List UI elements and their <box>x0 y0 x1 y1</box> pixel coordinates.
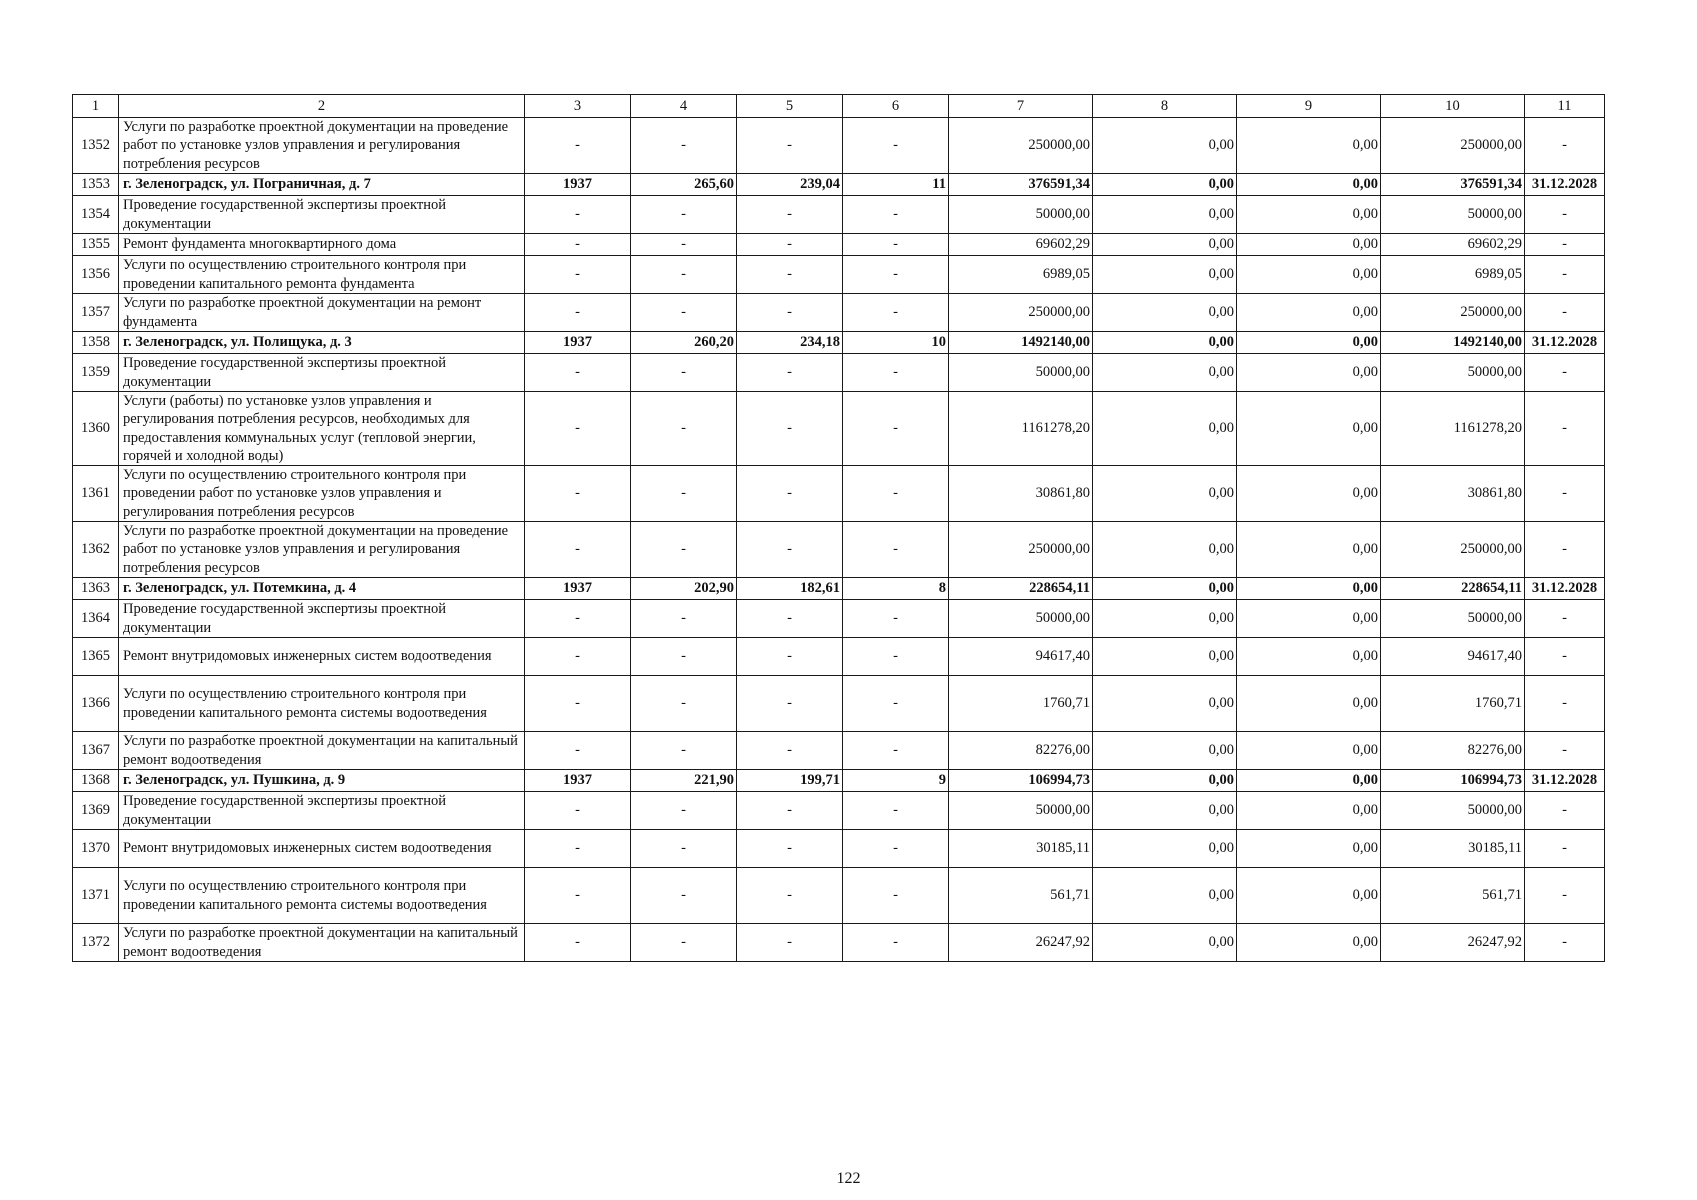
cell-cost-fund: 0,00 <box>1093 770 1237 792</box>
cell-cost-owners: 376591,34 <box>1381 174 1525 196</box>
row-description: Услуги по осуществлению строительного контроля при проведении работ по установке узлов управления и регулирования потребления ресурсов <box>119 466 525 522</box>
cell-cost-total: 250000,00 <box>949 522 1093 578</box>
cell-cost-owners: 69602,29 <box>1381 234 1525 256</box>
cell-year: 1937 <box>525 578 631 600</box>
cell-cost-owners: 50000,00 <box>1381 196 1525 234</box>
cell-cost-total: 250000,00 <box>949 294 1093 332</box>
cell-year: - <box>525 522 631 578</box>
cell-year: - <box>525 868 631 924</box>
cell-area-total: 260,20 <box>631 332 737 354</box>
cell-cost-budget: 0,00 <box>1237 830 1381 868</box>
cell-cost-fund: 0,00 <box>1093 332 1237 354</box>
cell-cost-owners: 106994,73 <box>1381 770 1525 792</box>
row-number: 1359 <box>73 354 119 392</box>
cell-area-total: - <box>631 830 737 868</box>
cell-cost-owners: 561,71 <box>1381 868 1525 924</box>
cell-area-total: - <box>631 868 737 924</box>
cell-cost-owners: 250000,00 <box>1381 294 1525 332</box>
cell-area-total: 265,60 <box>631 174 737 196</box>
cell-area-living: - <box>737 392 843 466</box>
cell-area-total: - <box>631 522 737 578</box>
cell-area-living: - <box>737 118 843 174</box>
cell-cost-owners: 26247,92 <box>1381 924 1525 962</box>
cell-year: 1937 <box>525 174 631 196</box>
address-row <box>73 332 1605 354</box>
cell-cost-fund: 0,00 <box>1093 256 1237 294</box>
cell-deadline: - <box>1525 256 1605 294</box>
cell-cost-budget: 0,00 <box>1237 676 1381 732</box>
cell-year: - <box>525 676 631 732</box>
row-number: 1357 <box>73 294 119 332</box>
cell-year: - <box>525 294 631 332</box>
cell-area-living: 199,71 <box>737 770 843 792</box>
cell-residents: - <box>843 732 949 770</box>
cell-cost-budget: 0,00 <box>1237 522 1381 578</box>
table-row <box>73 676 1605 732</box>
row-number: 1361 <box>73 466 119 522</box>
cell-cost-fund: 0,00 <box>1093 392 1237 466</box>
cell-cost-budget: 0,00 <box>1237 332 1381 354</box>
table-row <box>73 868 1605 924</box>
cell-cost-budget: 0,00 <box>1237 792 1381 830</box>
cell-cost-owners: 30185,11 <box>1381 830 1525 868</box>
cell-residents: - <box>843 118 949 174</box>
column-number-header: 7 <box>949 95 1093 118</box>
cell-cost-budget: 0,00 <box>1237 638 1381 676</box>
table-row <box>73 830 1605 868</box>
row-number: 1370 <box>73 830 119 868</box>
cell-area-living: - <box>737 868 843 924</box>
cell-residents: - <box>843 600 949 638</box>
cell-cost-budget: 0,00 <box>1237 924 1381 962</box>
cell-area-total: - <box>631 732 737 770</box>
cell-cost-budget: 0,00 <box>1237 174 1381 196</box>
table-row <box>73 234 1605 256</box>
cell-deadline: - <box>1525 294 1605 332</box>
row-description: г. Зеленоградск, ул. Потемкина, д. 4 <box>119 578 525 600</box>
column-number-header: 5 <box>737 95 843 118</box>
cell-residents: - <box>843 924 949 962</box>
row-number: 1366 <box>73 676 119 732</box>
row-number: 1369 <box>73 792 119 830</box>
cell-area-living: - <box>737 196 843 234</box>
cell-cost-owners: 50000,00 <box>1381 792 1525 830</box>
cell-area-living: - <box>737 792 843 830</box>
cell-deadline: - <box>1525 522 1605 578</box>
row-number: 1363 <box>73 578 119 600</box>
cell-area-living: - <box>737 600 843 638</box>
cell-year: 1937 <box>525 770 631 792</box>
cell-cost-fund: 0,00 <box>1093 578 1237 600</box>
cell-area-total: - <box>631 792 737 830</box>
cell-area-total: 221,90 <box>631 770 737 792</box>
table-row <box>73 522 1605 578</box>
cell-deadline: - <box>1525 600 1605 638</box>
row-number: 1358 <box>73 332 119 354</box>
cell-residents: - <box>843 234 949 256</box>
row-description: Услуги (работы) по установке узлов управления и регулирования потребления ресурсов, необходимых для предоставления коммунальных услуг (тепловой энергии, горячей и холодной воды) <box>119 392 525 466</box>
cell-residents: - <box>843 792 949 830</box>
cell-cost-fund: 0,00 <box>1093 118 1237 174</box>
cell-area-living: - <box>737 294 843 332</box>
cell-cost-fund: 0,00 <box>1093 868 1237 924</box>
cell-area-living: - <box>737 522 843 578</box>
cell-deadline: - <box>1525 792 1605 830</box>
column-number-header: 9 <box>1237 95 1381 118</box>
cell-cost-total: 82276,00 <box>949 732 1093 770</box>
cell-cost-budget: 0,00 <box>1237 600 1381 638</box>
row-description: Услуги по осуществлению строительного контроля при проведении капитального ремонта фундамента <box>119 256 525 294</box>
row-description: г. Зеленоградск, ул. Полищука, д. 3 <box>119 332 525 354</box>
row-number: 1365 <box>73 638 119 676</box>
cell-cost-fund: 0,00 <box>1093 234 1237 256</box>
cell-area-living: 239,04 <box>737 174 843 196</box>
cell-residents: - <box>843 522 949 578</box>
cell-cost-total: 250000,00 <box>949 118 1093 174</box>
cell-year: - <box>525 234 631 256</box>
table-row <box>73 792 1605 830</box>
row-number: 1354 <box>73 196 119 234</box>
cell-cost-owners: 1161278,20 <box>1381 392 1525 466</box>
cell-cost-fund: 0,00 <box>1093 522 1237 578</box>
cell-cost-budget: 0,00 <box>1237 354 1381 392</box>
cell-year: - <box>525 118 631 174</box>
row-number: 1356 <box>73 256 119 294</box>
column-number-header: 10 <box>1381 95 1525 118</box>
cell-cost-total: 69602,29 <box>949 234 1093 256</box>
cell-residents: 9 <box>843 770 949 792</box>
row-description: Услуги по разработке проектной документации на ремонт фундамента <box>119 294 525 332</box>
address-row <box>73 770 1605 792</box>
row-number: 1364 <box>73 600 119 638</box>
table-row <box>73 600 1605 638</box>
cell-cost-fund: 0,00 <box>1093 792 1237 830</box>
cell-cost-owners: 228654,11 <box>1381 578 1525 600</box>
cell-cost-owners: 6989,05 <box>1381 256 1525 294</box>
cell-area-living: - <box>737 830 843 868</box>
row-number: 1368 <box>73 770 119 792</box>
cell-deadline: 31.12.2028 <box>1525 770 1605 792</box>
cell-cost-owners: 250000,00 <box>1381 118 1525 174</box>
cell-area-total: - <box>631 354 737 392</box>
cell-cost-budget: 0,00 <box>1237 392 1381 466</box>
cell-area-living: - <box>737 256 843 294</box>
table-row <box>73 924 1605 962</box>
cell-cost-fund: 0,00 <box>1093 174 1237 196</box>
cell-cost-budget: 0,00 <box>1237 196 1381 234</box>
cell-area-total: - <box>631 600 737 638</box>
address-row <box>73 174 1605 196</box>
cell-cost-budget: 0,00 <box>1237 578 1381 600</box>
cell-deadline: - <box>1525 118 1605 174</box>
row-description: Услуги по разработке проектной документации на проведение работ по установке узлов управления и регулирования потребления ресурсов <box>119 118 525 174</box>
cell-area-living: - <box>737 924 843 962</box>
cell-cost-owners: 1760,71 <box>1381 676 1525 732</box>
cell-cost-fund: 0,00 <box>1093 600 1237 638</box>
row-number: 1371 <box>73 868 119 924</box>
cell-area-total: - <box>631 638 737 676</box>
cell-year: - <box>525 466 631 522</box>
cell-residents: - <box>843 830 949 868</box>
cell-cost-owners: 50000,00 <box>1381 600 1525 638</box>
table-row <box>73 392 1605 466</box>
cell-cost-fund: 0,00 <box>1093 466 1237 522</box>
cell-cost-budget: 0,00 <box>1237 770 1381 792</box>
cell-year: - <box>525 196 631 234</box>
cell-cost-fund: 0,00 <box>1093 294 1237 332</box>
cell-cost-fund: 0,00 <box>1093 732 1237 770</box>
cell-area-total: - <box>631 234 737 256</box>
column-number-header: 4 <box>631 95 737 118</box>
cell-residents: - <box>843 676 949 732</box>
row-description: Проведение государственной экспертизы проектной документации <box>119 196 525 234</box>
cell-cost-budget: 0,00 <box>1237 294 1381 332</box>
row-number: 1362 <box>73 522 119 578</box>
cell-cost-budget: 0,00 <box>1237 256 1381 294</box>
cell-residents: - <box>843 466 949 522</box>
table-row <box>73 196 1605 234</box>
table-row <box>73 732 1605 770</box>
cell-cost-total: 1760,71 <box>949 676 1093 732</box>
cell-cost-owners: 82276,00 <box>1381 732 1525 770</box>
cell-area-total: - <box>631 392 737 466</box>
repair-plan-table <box>72 94 1605 962</box>
cell-area-total: 202,90 <box>631 578 737 600</box>
cell-deadline: 31.12.2028 <box>1525 332 1605 354</box>
row-number: 1360 <box>73 392 119 466</box>
cell-year: - <box>525 732 631 770</box>
cell-cost-total: 50000,00 <box>949 354 1093 392</box>
cell-deadline: - <box>1525 676 1605 732</box>
cell-area-total: - <box>631 196 737 234</box>
cell-area-living: - <box>737 638 843 676</box>
cell-area-total: - <box>631 466 737 522</box>
cell-cost-total: 50000,00 <box>949 792 1093 830</box>
cell-deadline: - <box>1525 868 1605 924</box>
cell-cost-owners: 50000,00 <box>1381 354 1525 392</box>
table-row <box>73 466 1605 522</box>
address-row <box>73 578 1605 600</box>
cell-area-living: - <box>737 466 843 522</box>
cell-residents: - <box>843 354 949 392</box>
table-row <box>73 354 1605 392</box>
row-description: г. Зеленоградск, ул. Пограничная, д. 7 <box>119 174 525 196</box>
column-number-header: 3 <box>525 95 631 118</box>
cell-deadline: - <box>1525 392 1605 466</box>
row-description: Услуги по осуществлению строительного контроля при проведении капитального ремонта системы водоотведения <box>119 868 525 924</box>
cell-year: - <box>525 638 631 676</box>
cell-cost-owners: 1492140,00 <box>1381 332 1525 354</box>
cell-residents: - <box>843 638 949 676</box>
cell-area-living: - <box>737 234 843 256</box>
cell-cost-total: 106994,73 <box>949 770 1093 792</box>
cell-cost-budget: 0,00 <box>1237 118 1381 174</box>
cell-deadline: - <box>1525 354 1605 392</box>
cell-cost-budget: 0,00 <box>1237 868 1381 924</box>
row-number: 1367 <box>73 732 119 770</box>
cell-deadline: 31.12.2028 <box>1525 174 1605 196</box>
cell-area-living: 234,18 <box>737 332 843 354</box>
row-description: г. Зеленоградск, ул. Пушкина, д. 9 <box>119 770 525 792</box>
cell-deadline: - <box>1525 830 1605 868</box>
row-number: 1352 <box>73 118 119 174</box>
cell-cost-fund: 0,00 <box>1093 638 1237 676</box>
cell-cost-owners: 94617,40 <box>1381 638 1525 676</box>
cell-cost-total: 1492140,00 <box>949 332 1093 354</box>
cell-year: - <box>525 600 631 638</box>
row-number: 1353 <box>73 174 119 196</box>
column-number-header: 2 <box>119 95 525 118</box>
table-row <box>73 294 1605 332</box>
column-number-header: 8 <box>1093 95 1237 118</box>
cell-cost-fund: 0,00 <box>1093 354 1237 392</box>
row-description: Ремонт внутридомовых инженерных систем водоотведения <box>119 830 525 868</box>
cell-area-total: - <box>631 676 737 732</box>
cell-cost-fund: 0,00 <box>1093 196 1237 234</box>
cell-residents: - <box>843 256 949 294</box>
row-description: Проведение государственной экспертизы проектной документации <box>119 354 525 392</box>
table-row <box>73 638 1605 676</box>
cell-cost-total: 228654,11 <box>949 578 1093 600</box>
cell-cost-fund: 0,00 <box>1093 676 1237 732</box>
cell-cost-owners: 250000,00 <box>1381 522 1525 578</box>
cell-residents: - <box>843 392 949 466</box>
cell-cost-fund: 0,00 <box>1093 924 1237 962</box>
cell-year: 1937 <box>525 332 631 354</box>
cell-area-total: - <box>631 294 737 332</box>
cell-deadline: 31.12.2028 <box>1525 578 1605 600</box>
row-description: Услуги по осуществлению строительного контроля при проведении капитального ремонта системы водоотведения <box>119 676 525 732</box>
cell-residents: 8 <box>843 578 949 600</box>
cell-cost-total: 6989,05 <box>949 256 1093 294</box>
cell-residents: 11 <box>843 174 949 196</box>
column-number-header: 1 <box>73 95 119 118</box>
cell-cost-total: 561,71 <box>949 868 1093 924</box>
row-description: Ремонт внутридомовых инженерных систем водоотведения <box>119 638 525 676</box>
cell-area-total: - <box>631 256 737 294</box>
cell-cost-total: 50000,00 <box>949 600 1093 638</box>
cell-cost-total: 50000,00 <box>949 196 1093 234</box>
row-description: Услуги по разработке проектной документации на проведение работ по установке узлов управления и регулирования потребления ресурсов <box>119 522 525 578</box>
cell-year: - <box>525 924 631 962</box>
cell-area-living: - <box>737 354 843 392</box>
cell-year: - <box>525 354 631 392</box>
cell-cost-total: 26247,92 <box>949 924 1093 962</box>
cell-cost-owners: 30861,80 <box>1381 466 1525 522</box>
cell-deadline: - <box>1525 196 1605 234</box>
cell-cost-total: 30185,11 <box>949 830 1093 868</box>
cell-year: - <box>525 256 631 294</box>
cell-residents: - <box>843 868 949 924</box>
cell-area-total: - <box>631 118 737 174</box>
column-number-header-row <box>73 95 1605 118</box>
cell-cost-total: 1161278,20 <box>949 392 1093 466</box>
cell-cost-budget: 0,00 <box>1237 732 1381 770</box>
cell-cost-budget: 0,00 <box>1237 234 1381 256</box>
cell-year: - <box>525 792 631 830</box>
cell-residents: - <box>843 196 949 234</box>
cell-area-living: - <box>737 676 843 732</box>
cell-deadline: - <box>1525 732 1605 770</box>
cell-deadline: - <box>1525 638 1605 676</box>
cell-year: - <box>525 392 631 466</box>
row-number: 1372 <box>73 924 119 962</box>
row-number: 1355 <box>73 234 119 256</box>
row-description: Услуги по разработке проектной документации на капитальный ремонт водоотведения <box>119 732 525 770</box>
cell-area-living: 182,61 <box>737 578 843 600</box>
cell-cost-total: 94617,40 <box>949 638 1093 676</box>
cell-cost-total: 376591,34 <box>949 174 1093 196</box>
cell-year: - <box>525 830 631 868</box>
table-body <box>73 95 1605 962</box>
table-row <box>73 118 1605 174</box>
cell-residents: - <box>843 294 949 332</box>
cell-cost-fund: 0,00 <box>1093 830 1237 868</box>
cell-deadline: - <box>1525 234 1605 256</box>
cell-deadline: - <box>1525 466 1605 522</box>
cell-deadline: - <box>1525 924 1605 962</box>
cell-cost-budget: 0,00 <box>1237 466 1381 522</box>
row-description: Проведение государственной экспертизы проектной документации <box>119 600 525 638</box>
cell-residents: 10 <box>843 332 949 354</box>
row-description: Услуги по разработке проектной документации на капитальный ремонт водоотведения <box>119 924 525 962</box>
cell-area-total: - <box>631 924 737 962</box>
page-number: 122 <box>836 1170 861 1187</box>
column-number-header: 6 <box>843 95 949 118</box>
row-description: Ремонт фундамента многоквартирного дома <box>119 234 525 256</box>
table-row <box>73 256 1605 294</box>
column-number-header: 11 <box>1525 95 1605 118</box>
row-description: Проведение государственной экспертизы проектной документации <box>119 792 525 830</box>
cell-area-living: - <box>737 732 843 770</box>
document-page <box>72 94 1604 962</box>
cell-cost-total: 30861,80 <box>949 466 1093 522</box>
